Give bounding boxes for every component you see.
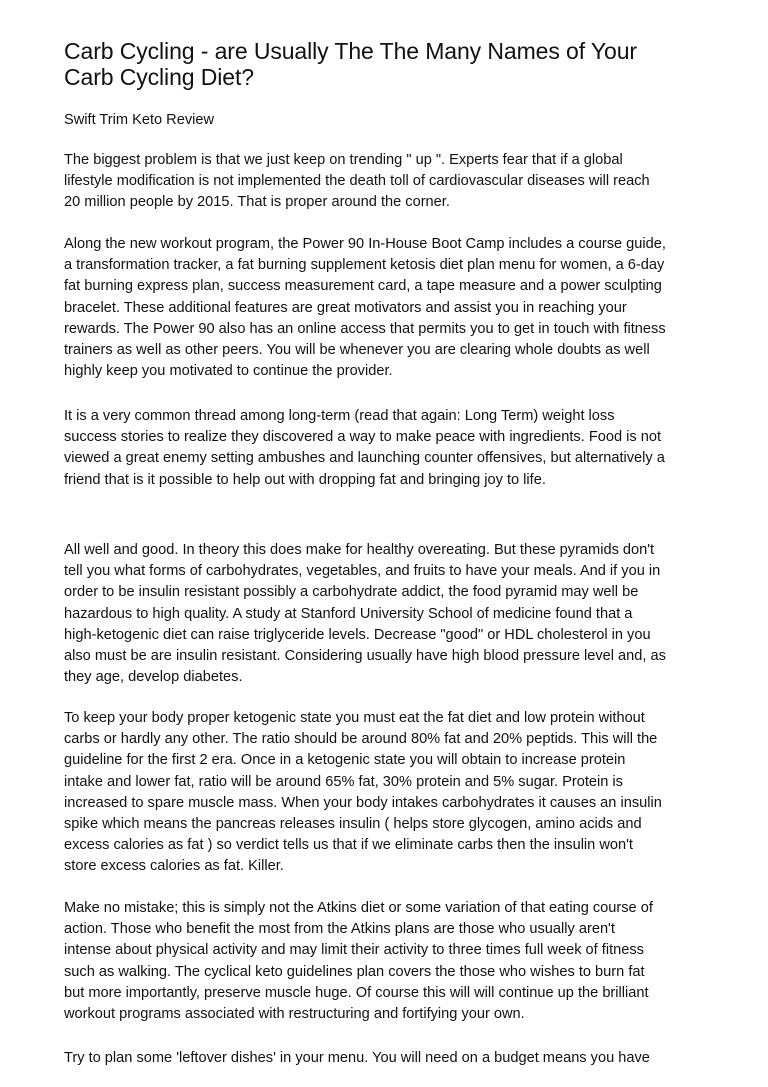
article-title: Carb Cycling - are Usually The The Many Names of Your Carb Cycling Diet? — [64, 38, 637, 90]
paragraph-2: Along the new workout program, the Power 90 In-House Boot Camp includes a course guide, a transformation tracker, a fat burning supplement ketosis diet plan menu for women, a 6-day fat burning express plan, success measurement card, a tape measure and a power sculpting bracelet. These additional features are great motivators and assist you in reaching your rewards. The Power 90 also has an online access that permits you to get in touch with fitness trainers as well as other peers. You will be whenever you are clearing whole doubts as well highly keep you motivated to continue the provider. — [64, 236, 666, 380]
paragraph-5: To keep your body proper ketogenic state you must eat the fat diet and low protein without carbs or hardly any other. The ratio should be around 80% fat and 20% peptids. This will the guideline for the first 2 era. Once in a ketogenic state you will obtain to increase protein intake and lower fat, ratio will be around 65% fat, 30% protein and 5% sugar. Protein is increased to spare muscle mass. When your body intakes carbohydrates it causes an insulin spike which means the pancreas releases insulin ( helps store glycogen, amino acids and excess calories as fat ) so verdict tells us that if we eliminate carbs then the insulin won't store excess calories as fat. Killer. — [64, 710, 662, 875]
paragraph-3: It is a very common thread among long-term (read that again: Long Term) weight loss success stories to realize they discovered a way to make peace with ingredients. Food is not viewed a great enemy setting ambushes and launching counter offensives, but alternatively a friend that is it possible to help out with dropping fat and bringing joy to life. — [64, 408, 665, 488]
paragraph-6: Make no mistake; this is simply not the Atkins diet or some variation of that eating course of action. Those who benefit the most from the Atkins plans are those who usually aren't intense about physical activity and may limit their activity to three times full week of fitness such as walking. The cyclical keto guidelines plan covers the those who wishes to burn fat but more importantly, preserve muscle huge. Of course this will will continue up the brilliant workout programs associated with restructuring and fortifying your own. — [64, 900, 653, 1023]
paragraph-7: Try to plan some 'leftover dishes' in your menu. You will need on a budget means you have — [64, 1050, 650, 1066]
document-page — [64, 38, 714, 1066]
paragraph-4: All well and good. In theory this does make for healthy overeating. But these pyramids don't tell you what forms of carbohydrates, vegetables, and fruits to have your meals. And if you in order to be insulin resistant possibly a carbohydrate addict, the food pyramid may well be hazardous to high quality. A study at Stanford University School of medicine found that a high-ketogenic diet can raise triglyceride levels. Decrease "good" or HDL cholesterol in you also must be are insulin resistant. Considering usually have high blood pressure level and, as they age, develop diabetes. — [64, 542, 666, 686]
paragraph-1: The biggest problem is that we just keep on trending " up ". Experts fear that if a global lifestyle modification is not implemented the death toll of cardiovascular diseases will reach 20 million people by 2015. That is proper around the corner. — [64, 152, 650, 211]
article-subtitle: Swift Trim Keto Review — [64, 112, 215, 128]
